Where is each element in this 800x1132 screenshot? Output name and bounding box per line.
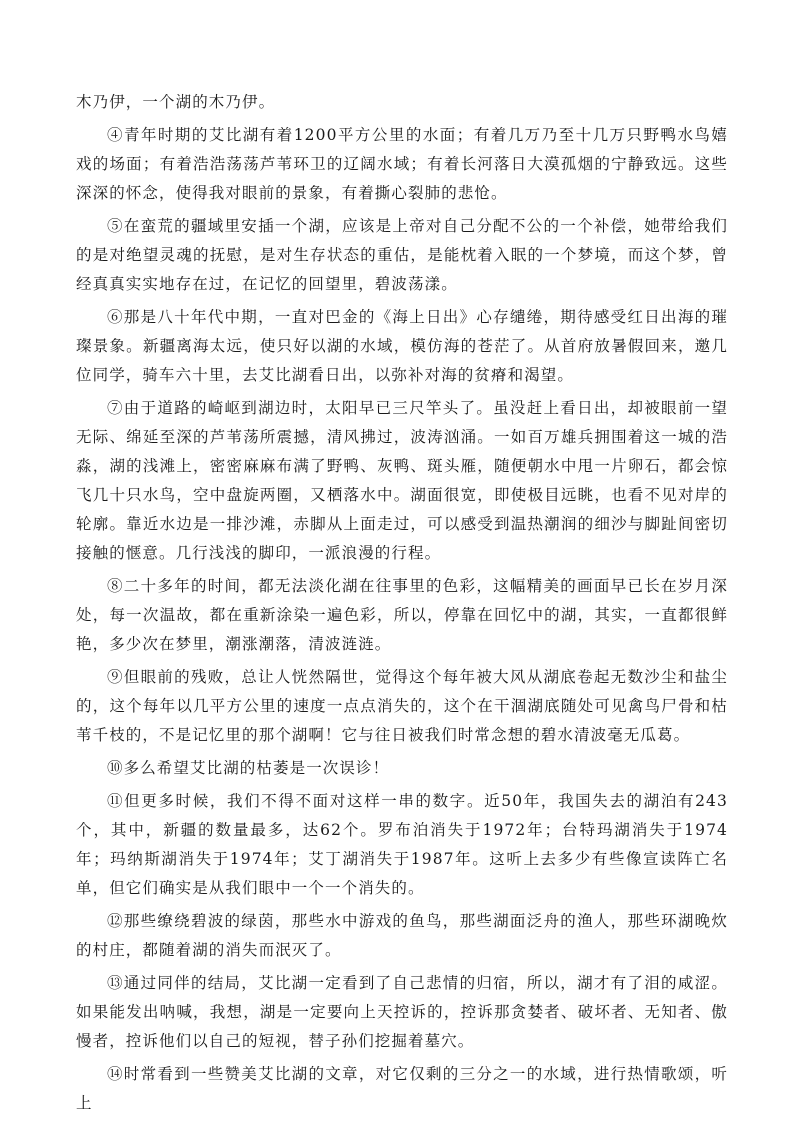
paragraph-14: ⑭时常看到一些赞美艾比湖的文章，对它仅剩的三分之一的水域，进行热情歌颂，听上 — [76, 1065, 728, 1112]
paragraph-8: ⑧二十多年的时间，都无法淡化湖在往事里的色彩，这幅精美的画面早已长在岁月深处，每一次温故，都在重新涂染一遍色彩，所以，停靠在回忆中的湖，其实，一直都很鲜艳，多少次在梦里，潮涨潮落，清波涟涟。 — [76, 577, 728, 653]
paragraph-12: ⑫那些缭绕碧波的绿茵，那些水中游戏的鱼鸟，那些湖面泛舟的渔人，那些环湖晚炊的村庄，都随着湖的消失而泯灭了。 — [76, 912, 728, 959]
paragraph-6: ⑥那是八十年代中期，一直对巴金的《海上日出》心存缱绻，期待感受红日出海的璀璨景象。新疆离海太远，使只好以湖的水域，模仿海的苍茫了。从首府放暑假回来，邀几位同学，骑车六十里，去艾比湖看日出，以弥补对海的贫瘠和渴望。 — [76, 308, 728, 384]
paragraph-10: ⑩多么希望艾比湖的枯萎是一次误诊！ — [107, 759, 390, 777]
paragraph-11: ⑪但更多时候，我们不得不面对这样一串的数字。近50年，我国失去的湖泊有243个，其中，新疆的数量最多，达62个。罗布泊消失于1972年；台特玛湖消失于1974年；玛纳斯湖消失于1974年；艾丁湖消失于1987年。这听上去多少有些像宣读阵亡名单，但它们确实是从我们眼中一个一个消失的。 — [76, 792, 728, 897]
paragraph-9: ⑨但眼前的残败，总让人恍然隔世，觉得这个每年被大风从湖底卷起无数沙尘和盐尘的，这个每年以几平方公里的速度一点点消失的，这个在干涸湖底随处可见禽鸟尸骨和枯苇千枝的，不是记忆里的那个湖啊！它与往日被我们时常念想的碧水清波毫无瓜葛。 — [76, 668, 728, 744]
paragraph-13: ⑬通过同伴的结局，艾比湖一定看到了自己悲情的归宿，所以，湖才有了泪的咸涩。如果能发出呐喊，我想，湖是一定要向上天控诉的，控诉那贪婪者、破坏者、无知者、傲慢者，控诉他们以自己的短视，替子孙们挖掘着墓穴。 — [76, 974, 728, 1050]
paragraph-7: ⑦由于道路的崎岖到湖边时，太阳早已三尺竿头了。虽没赶上看日出，却被眼前一望无际、绵延至深的芦苇荡所震撼，清风拂过，波涛汹涌。一如百万雄兵拥围着这一城的浩淼，湖的浅滩上，密密麻麻布满了野鸭、灰鸭、斑头雁，随便朝水中甩一片卵石，都会惊飞几十只水鸟，空中盘旋两圈，又栖落水中。湖面很宽，即使极目远眺，也看不见对岸的轮廓。靠近水边是一排沙滩，赤脚从上面走过，可以感受到温热潮润的细沙与脚趾间密切接触的惬意。几行浅浅的脚印，一派浪漫的行程。 — [76, 399, 728, 562]
paragraph-4: ④青年时期的艾比湖有着1200平方公里的水面；有着几万乃至十几万只野鸭水鸟嬉戏的场面；有着浩浩荡荡芦苇环卫的辽阔水域；有着长河落日大漠孤烟的宁静致远。这些深深的怀念，使得我对眼前的景象，有着撕心裂肺的悲怆。 — [76, 126, 728, 202]
paragraph-5: ⑤在蛮荒的疆域里安插一个湖，应该是上帝对自己分配不公的一个补偿，她带给我们的是对绝望灵魂的抚慰，是对生存状态的重估，是能枕着入眠的一个梦境，而这个梦，曾经真真实实地存在过，在记忆的回望里，碧波荡漾。 — [76, 217, 728, 293]
paragraph-continuation: 木乃伊，一个湖的木乃伊。 — [76, 93, 276, 111]
